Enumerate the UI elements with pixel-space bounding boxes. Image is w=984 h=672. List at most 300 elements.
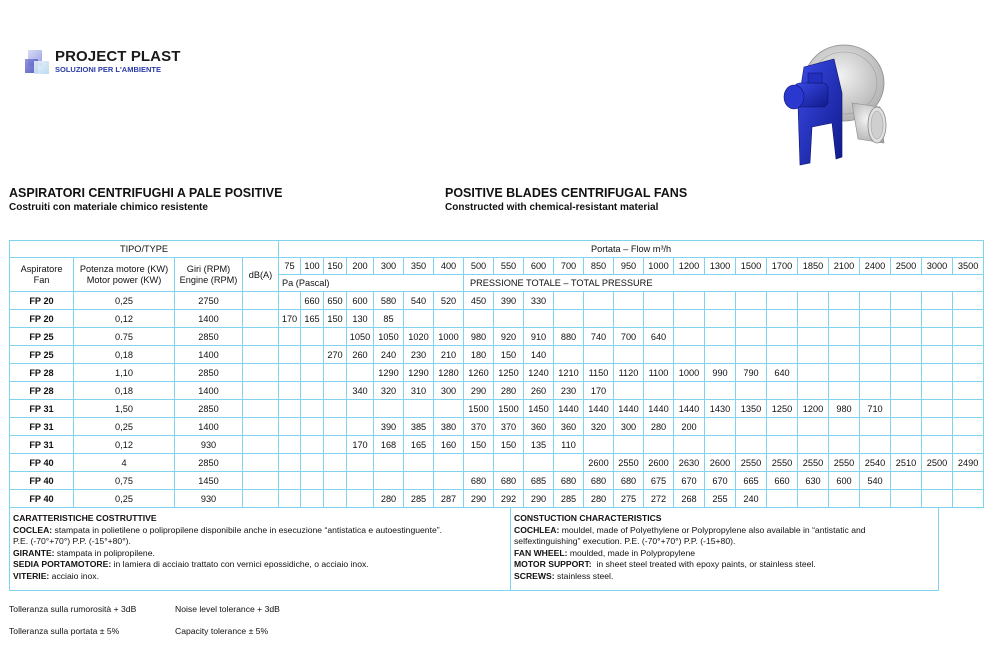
- flow-values-row: [10, 258, 984, 275]
- pressure-value: 2550: [614, 454, 644, 472]
- fan-performance-table: [9, 240, 984, 508]
- fan-model: FP 28: [10, 382, 74, 400]
- engine-rpm: 1450: [175, 472, 243, 490]
- pressure-value: 1120: [614, 364, 644, 382]
- pressure-value: 270: [324, 346, 347, 364]
- pressure-value: [705, 310, 736, 328]
- pressure-value: [374, 472, 404, 490]
- pressure-value: 275: [614, 490, 644, 508]
- pressure-value: [324, 472, 347, 490]
- motor-power: 0,18: [74, 346, 175, 364]
- pressure-value: 2550: [798, 454, 829, 472]
- flow-value-header: 2100: [829, 258, 860, 275]
- pressure-value: 450: [464, 292, 494, 310]
- pressure-value: [434, 472, 464, 490]
- pressure-value: 260: [347, 346, 374, 364]
- flow-value-header: 950: [614, 258, 644, 275]
- pressure-value: 1440: [674, 400, 705, 418]
- pressure-value: [798, 418, 829, 436]
- noise-tolerance-it: Tolleranza sulla rumorosità + 3dB: [9, 604, 137, 614]
- motor-power: 0,75: [74, 472, 175, 490]
- pressure-value: 285: [554, 490, 584, 508]
- pressure-value: [674, 328, 705, 346]
- pressure-value: [922, 364, 953, 382]
- pressure-value: [860, 292, 891, 310]
- pressure-value: 320: [374, 382, 404, 400]
- pressure-value: 630: [798, 472, 829, 490]
- motor-power: 0.75: [74, 328, 175, 346]
- pressure-value: 380: [434, 418, 464, 436]
- pressure-value: 260: [524, 382, 554, 400]
- pressure-value: 230: [554, 382, 584, 400]
- table-row: [10, 490, 984, 508]
- pressure-value: [953, 328, 984, 346]
- pressure-value: [798, 346, 829, 364]
- characteristic-text: stainless steel.: [554, 570, 614, 581]
- power-header-it: Potenza motore (KW): [79, 263, 169, 274]
- motor-power: 0,25: [74, 418, 175, 436]
- characteristic-line: [514, 571, 934, 583]
- characteristic-text: stampata in polietilene o polipropilene disponibile anche in esecuzione “antistatica e autoestinguente”.: [52, 524, 442, 535]
- noise-level: [243, 292, 279, 310]
- pressure-value: 2630: [674, 454, 705, 472]
- pressure-value: [301, 490, 324, 508]
- flow-value-header: 600: [524, 258, 554, 275]
- fan-column-header: [10, 258, 74, 292]
- engine-rpm: 1400: [175, 310, 243, 328]
- pressure-value: [829, 310, 860, 328]
- pressure-value: [584, 292, 614, 310]
- pressure-value: [374, 400, 404, 418]
- pressure-value: 2550: [767, 454, 798, 472]
- title-italian: ASPIRATORI CENTRIFUGHI A PALE POSITIVE: [9, 186, 283, 200]
- characteristic-line: [13, 548, 503, 560]
- title-english: POSITIVE BLADES CENTRIFUGAL FANS: [445, 186, 688, 200]
- characteristic-label: GIRANTE:: [13, 547, 55, 558]
- engine-rpm: 2850: [175, 328, 243, 346]
- pressure-value: 2510: [891, 454, 922, 472]
- pressure-value: [324, 418, 347, 436]
- pressure-value: 240: [736, 490, 767, 508]
- pressure-value: 130: [347, 310, 374, 328]
- pressure-value: [614, 310, 644, 328]
- flow-value-header: 400: [434, 258, 464, 275]
- pressure-value: 292: [494, 490, 524, 508]
- pressure-value: [860, 346, 891, 364]
- pressure-value: [347, 400, 374, 418]
- pressure-value: 600: [347, 292, 374, 310]
- pressure-value: [644, 346, 674, 364]
- pressure-value: [674, 382, 705, 400]
- pressure-value: [891, 436, 922, 454]
- pressure-value: 385: [404, 418, 434, 436]
- pressure-value: 272: [644, 490, 674, 508]
- motor-power: 1,10: [74, 364, 175, 382]
- pressure-value: 340: [347, 382, 374, 400]
- pressure-value: 580: [374, 292, 404, 310]
- pressure-value: [614, 346, 644, 364]
- pressure-value: [301, 400, 324, 418]
- subtitle-english: Constructed with chemical-resistant material: [445, 202, 659, 213]
- characteristic-label: SCREWS:: [514, 570, 555, 581]
- pressure-value: [891, 382, 922, 400]
- pressure-value: 1000: [674, 364, 705, 382]
- characteristic-line: [13, 536, 503, 548]
- capacity-tolerance-en: Capacity tolerance ± 5%: [175, 626, 269, 636]
- pressure-value: [301, 364, 324, 382]
- header-row-group: [10, 241, 984, 258]
- pressure-value: [434, 454, 464, 472]
- noise-level: [243, 400, 279, 418]
- pressure-value: 2500: [922, 454, 953, 472]
- pressure-value: [767, 292, 798, 310]
- pressure-value: [494, 454, 524, 472]
- engine-rpm: 930: [175, 490, 243, 508]
- pressure-value: [767, 310, 798, 328]
- pressure-value: 360: [524, 418, 554, 436]
- pressure-value: 280: [644, 418, 674, 436]
- pressure-value: 710: [860, 400, 891, 418]
- pressure-value: 170: [347, 436, 374, 454]
- pressure-value: [891, 400, 922, 418]
- pressure-value: [922, 292, 953, 310]
- pressure-value: 370: [464, 418, 494, 436]
- pressure-value: [584, 310, 614, 328]
- pressure-value: 110: [554, 436, 584, 454]
- fan-model: FP 28: [10, 364, 74, 382]
- characteristic-label: COCHLEA:: [514, 524, 560, 535]
- characteristic-text: acciaio inox.: [49, 570, 99, 581]
- pressure-value: [279, 436, 301, 454]
- table-row: [10, 364, 984, 382]
- pressure-value: 1440: [554, 400, 584, 418]
- flow-header: Portata – Flow m³/h: [279, 241, 984, 258]
- engine-rpm: 1400: [175, 382, 243, 400]
- pressure-value: [829, 418, 860, 436]
- pressure-value: [705, 328, 736, 346]
- pressure-value: [324, 364, 347, 382]
- fan-header-en: Fan: [33, 274, 50, 285]
- characteristic-line: [514, 525, 934, 537]
- pressure-value: [347, 418, 374, 436]
- pressure-value: [554, 454, 584, 472]
- pressure-value: [301, 454, 324, 472]
- pressure-value: 1290: [374, 364, 404, 382]
- pressure-value: 390: [374, 418, 404, 436]
- pressure-value: [953, 364, 984, 382]
- power-header-en: Motor power (KW): [86, 274, 162, 285]
- pressure-value: 268: [674, 490, 705, 508]
- rpm-header-it: Giri (RPM): [186, 263, 231, 274]
- motor-power: 0,12: [74, 310, 175, 328]
- pressure-value: 230: [404, 346, 434, 364]
- pressure-value: 740: [584, 328, 614, 346]
- pressure-value: 1100: [644, 364, 674, 382]
- pressure-value: [644, 310, 674, 328]
- pressure-value: 390: [494, 292, 524, 310]
- pressure-value: [767, 490, 798, 508]
- pressure-value: [891, 418, 922, 436]
- pressure-value: 150: [464, 436, 494, 454]
- pressure-unit: Pa (Pascal): [279, 275, 464, 292]
- pressure-value: [705, 418, 736, 436]
- pressure-value: [922, 490, 953, 508]
- characteristic-label: MOTOR SUPPORT:: [514, 559, 592, 570]
- pressure-value: [953, 418, 984, 436]
- pressure-value: 360: [554, 418, 584, 436]
- pressure-value: [767, 418, 798, 436]
- pressure-value: [860, 418, 891, 436]
- pressure-value: 540: [860, 472, 891, 490]
- pressure-value: [860, 310, 891, 328]
- pressure-value: [829, 382, 860, 400]
- engine-rpm: 2850: [175, 400, 243, 418]
- pressure-value: [736, 346, 767, 364]
- pressure-value: 1050: [374, 328, 404, 346]
- noise-level: [243, 346, 279, 364]
- fan-model: FP 31: [10, 418, 74, 436]
- pressure-value: [324, 400, 347, 418]
- pressure-value: 1350: [736, 400, 767, 418]
- pressure-value: [860, 436, 891, 454]
- characteristics-italian: [13, 513, 503, 583]
- pressure-value: [434, 310, 464, 328]
- pressure-value: 990: [705, 364, 736, 382]
- pressure-value: [404, 400, 434, 418]
- pressure-value: [829, 364, 860, 382]
- characteristics-title-en: CONSTUCTION CHARACTERISTICS: [514, 513, 662, 523]
- pressure-value: [767, 436, 798, 454]
- flow-value-header: 1700: [767, 258, 798, 275]
- pressure-value: [404, 454, 434, 472]
- pressure-value: [554, 346, 584, 364]
- pressure-value: [324, 328, 347, 346]
- flow-value-header: 700: [554, 258, 584, 275]
- pressure-value: 280: [494, 382, 524, 400]
- pressure-value: [524, 310, 554, 328]
- pressure-value: [922, 400, 953, 418]
- engine-rpm: 2850: [175, 454, 243, 472]
- pressure-value: [891, 292, 922, 310]
- characteristics-english: [514, 513, 934, 583]
- table-row: [10, 436, 984, 454]
- pressure-value: 1210: [554, 364, 584, 382]
- flow-value-header: 3500: [953, 258, 984, 275]
- fan-model: FP 25: [10, 346, 74, 364]
- pressure-value: [736, 418, 767, 436]
- pressure-value: [798, 364, 829, 382]
- pressure-value: [554, 310, 584, 328]
- pressure-value: 280: [374, 490, 404, 508]
- pressure-value: 1430: [705, 400, 736, 418]
- pressure-value: 165: [301, 310, 324, 328]
- flow-value-header: 200: [347, 258, 374, 275]
- pressure-value: [674, 436, 705, 454]
- pressure-value: [798, 310, 829, 328]
- pressure-value: 1020: [404, 328, 434, 346]
- pressure-value: 168: [374, 436, 404, 454]
- flow-value-header: 1300: [705, 258, 736, 275]
- engine-rpm: 1400: [175, 418, 243, 436]
- pressure-value: 1240: [524, 364, 554, 382]
- pressure-value: 150: [494, 436, 524, 454]
- fan-model: FP 40: [10, 454, 74, 472]
- characteristic-line: [13, 571, 503, 583]
- fan-model: FP 20: [10, 310, 74, 328]
- pressure-value: [922, 382, 953, 400]
- pressure-value: [464, 454, 494, 472]
- pressure-value: [464, 310, 494, 328]
- capacity-tolerance-it: Tolleranza sulla portata ± 5%: [9, 626, 120, 636]
- pressure-value: [347, 472, 374, 490]
- pressure-value: [705, 292, 736, 310]
- flow-value-header: 1850: [798, 258, 829, 275]
- pressure-value: [953, 382, 984, 400]
- pressure-value: [705, 346, 736, 364]
- pressure-value: 1290: [404, 364, 434, 382]
- table-row: [10, 400, 984, 418]
- pressure-value: [891, 346, 922, 364]
- motor-power: 0,25: [74, 292, 175, 310]
- pressure-value: [324, 490, 347, 508]
- pressure-value: 675: [644, 472, 674, 490]
- noise-level: [243, 382, 279, 400]
- pressure-value: [891, 310, 922, 328]
- pressure-value: 680: [554, 472, 584, 490]
- pressure-value: [301, 346, 324, 364]
- pressure-value: [279, 472, 301, 490]
- pressure-value: 1500: [464, 400, 494, 418]
- pressure-value: 240: [374, 346, 404, 364]
- pressure-value: 290: [464, 382, 494, 400]
- pressure-value: [644, 382, 674, 400]
- pressure-value: 1000: [434, 328, 464, 346]
- pressure-value: [524, 454, 554, 472]
- pressure-value: 1450: [524, 400, 554, 418]
- engine-rpm: 2850: [175, 364, 243, 382]
- pressure-value: [347, 490, 374, 508]
- pressure-value: 1440: [584, 400, 614, 418]
- pressure-value: 300: [434, 382, 464, 400]
- characteristics-title-it: CARATTERISTICHE COSTRUTTIVE: [13, 513, 157, 523]
- pressure-value: [494, 310, 524, 328]
- pressure-value: [953, 292, 984, 310]
- pressure-value: [584, 436, 614, 454]
- pressure-value: 1440: [614, 400, 644, 418]
- pressure-value: 2550: [829, 454, 860, 472]
- pressure-value: [891, 328, 922, 346]
- subtitle-italian: Costruiti con materiale chimico resistente: [9, 202, 208, 213]
- motor-power: 0,25: [74, 490, 175, 508]
- pressure-value: [301, 436, 324, 454]
- pressure-value: 170: [584, 382, 614, 400]
- flow-value-header: 300: [374, 258, 404, 275]
- fan-model: FP 25: [10, 328, 74, 346]
- fan-header-it: Aspiratore: [20, 263, 63, 274]
- pressure-value: [767, 382, 798, 400]
- pressure-value: [798, 436, 829, 454]
- pressure-value: [279, 382, 301, 400]
- pressure-value: 980: [464, 328, 494, 346]
- pressure-value: [279, 346, 301, 364]
- pressure-value: 140: [524, 346, 554, 364]
- pressure-value: 685: [524, 472, 554, 490]
- characteristic-text: in lamiera di acciaio trattato con vernici epossidiche, o acciaio inox.: [111, 559, 369, 570]
- brand-name: PROJECT PLAST: [55, 48, 181, 65]
- pressure-value: [922, 346, 953, 364]
- pressure-value: [736, 328, 767, 346]
- pressure-value: 165: [404, 436, 434, 454]
- pressure-value: 2550: [736, 454, 767, 472]
- pressure-value: 85: [374, 310, 404, 328]
- pressure-value: [614, 382, 644, 400]
- motor-power: 0,18: [74, 382, 175, 400]
- fan-model: FP 40: [10, 490, 74, 508]
- engine-rpm: 1400: [175, 346, 243, 364]
- pressure-value: [644, 436, 674, 454]
- logo-cubes-icon: [25, 50, 51, 76]
- pressure-value: 1200: [798, 400, 829, 418]
- pressure-value: [953, 436, 984, 454]
- construction-characteristics: [9, 507, 939, 591]
- table-row: [10, 346, 984, 364]
- fan-model: FP 40: [10, 472, 74, 490]
- pressure-value: [891, 490, 922, 508]
- pressure-value: 660: [767, 472, 798, 490]
- pressure-value: [953, 310, 984, 328]
- characteristic-line: [514, 548, 934, 560]
- flow-value-header: 75: [279, 258, 301, 275]
- flow-value-header: 2400: [860, 258, 891, 275]
- pressure-value: 520: [434, 292, 464, 310]
- pressure-value: 920: [494, 328, 524, 346]
- pressure-value: [922, 310, 953, 328]
- pressure-value: 1500: [494, 400, 524, 418]
- pressure-value: [829, 346, 860, 364]
- pressure-value: [554, 292, 584, 310]
- pressure-value: 650: [324, 292, 347, 310]
- pressure-value: [279, 400, 301, 418]
- pressure-value: 1250: [767, 400, 798, 418]
- flow-value-header: 1200: [674, 258, 705, 275]
- pressure-value: [301, 418, 324, 436]
- pressure-value: [614, 292, 644, 310]
- pressure-value: 2540: [860, 454, 891, 472]
- pressure-value: 700: [614, 328, 644, 346]
- pressure-value: [404, 310, 434, 328]
- flow-value-header: 1500: [736, 258, 767, 275]
- pressure-value: [324, 382, 347, 400]
- characteristic-text: P.E. (-70°+70°) P.P. (-15°+80°).: [13, 536, 131, 547]
- pressure-value: [922, 418, 953, 436]
- table-row: [10, 310, 984, 328]
- pressure-value: [374, 454, 404, 472]
- table-row: [10, 328, 984, 346]
- characteristic-line: [514, 536, 934, 548]
- pressure-value: [953, 472, 984, 490]
- pressure-value: 290: [464, 490, 494, 508]
- pressure-value: 370: [494, 418, 524, 436]
- pressure-value: 665: [736, 472, 767, 490]
- pressure-value: [279, 292, 301, 310]
- motor-power: 0,12: [74, 436, 175, 454]
- noise-level: [243, 328, 279, 346]
- pressure-value: [644, 292, 674, 310]
- pressure-value: [324, 454, 347, 472]
- pressure-value: [324, 436, 347, 454]
- noise-level: [243, 418, 279, 436]
- noise-tolerance-en: Noise level tolerance + 3dB: [175, 604, 280, 614]
